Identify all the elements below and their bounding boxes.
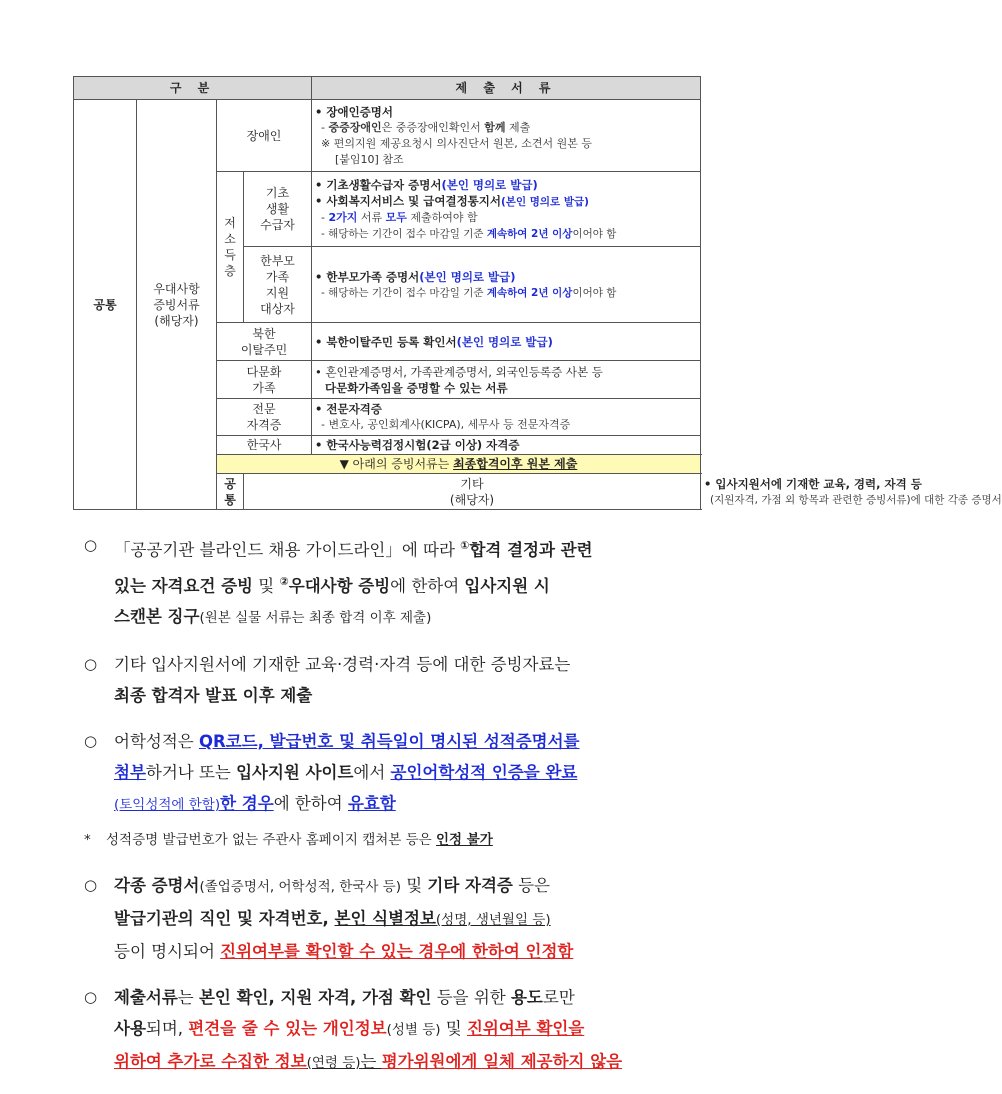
row-label-single-parent: 한부모 가족 지원 대상자 (244, 247, 312, 323)
docs-professional: • 전문자격증 - 변호사, 공인회계사(KICPA), 세무사 등 전문자격증 (312, 399, 701, 436)
docs-single-parent: • 한부모가족 증명서(본인 명의로 발급) - 해당하는 기간이 접수 마감일 기준 계속하여 2년 이상이어야 함 (312, 247, 701, 323)
docs-defector: • 북한이탈주민 등록 확인서(본인 명의로 발급) (312, 323, 701, 361)
docs-disabled: • 장애인증명서 - 중증장애인은 중증장애인확인서 함께 제출 ※ 편의지원 제공요청시 의사진단서 원본, 소견서 원본 등 [붙임10] 참조 (312, 100, 701, 172)
row-label-defector: 북한 이탈주민 (217, 323, 312, 361)
category-common-other: 공통 (217, 474, 244, 510)
docs-korean-history: • 한국사능력검정시험(2급 이상) 자격증 (312, 436, 701, 455)
notice-row: ▼ 아래의 증빙서류는 최종합격이후 원본 제출 (217, 455, 701, 474)
guideline-note: * 성적증명 발급번호가 없는 주관사 홈페이지 캡쳐본 등은 인정 불가 (84, 825, 704, 856)
row-label-korean-history: 한국사 (217, 436, 312, 455)
row-label-other: 기타 (해당자) (244, 474, 701, 510)
guideline-2: ○ 기타 입사지원서에 기재한 교육·경력·자격 등에 대한 증빙자료는 최종 합격자 발표 이후 제출 (84, 649, 704, 711)
row-label-basic-livelihood: 기초 생활 수급자 (244, 172, 312, 247)
guideline-1: ○ 「공공기관 블라인드 채용 가이드라인」에 따라 ①합격 결정과 관련 있는 자격요건 증빙 및 ②우대사항 증빙에 한하여 입사지원 시 스캔본 징구(원본 실물 서류는 최종 합격 이후 제출) (84, 530, 704, 634)
circle-bullet-icon: ○ (84, 536, 98, 554)
guideline-3: ○ 어학성적은 QR코드, 발급번호 및 취득일이 명시된 성적증명서를 첨부하거나 또는 입사지원 사이트에서 공인어학성적 인증을 완료 (토익성적에 한함)한 경우에 한하여 유효함 (84, 726, 704, 821)
docs-basic-livelihood: • 기초생활수급자 증명서(본인 명의로 발급) • 사회복지서비스 및 급여결정통지서(본인 명의로 발급) - 2가지 서류 모두 제출하여야 함 - 해당하는 기간이 접수 마감일 기준 계속하여 2년 이상이어야 함 (312, 172, 701, 247)
docs-multicultural: • 혼인관계증명서, 가족관계증명서, 외국인등록증 사본 등 다문화가족임을 증명할 수 있는 서류 (312, 361, 701, 399)
guideline-4: ○ 각종 증명서(졸업증명서, 어학성적, 한국사 등) 및 기타 자격증 등은 발급기관의 직인 및 자격번호, 본인 식별정보(성명, 생년월일 등) 등이 명시되어 진위여부를 확인할 수 있는 경우에 한하여 인정함 (84, 870, 704, 967)
circle-bullet-icon: ○ (84, 732, 98, 750)
category-common: 공통 (74, 100, 137, 510)
circle-bullet-icon: ○ (84, 655, 98, 673)
guideline-5: ○ 제출서류는 본인 확인, 지원 자격, 가점 확인 등을 위한 용도로만 사용되며, 편견을 줄 수 있는 개인정보(성별 등) 및 진위여부 확인을 위하여 추가로 수집한 정보(연령 등)는 평가위원에게 일체 제공하지 않음 (84, 982, 704, 1079)
circle-bullet-icon: ○ (84, 876, 98, 894)
header-category: 구 분 (74, 77, 312, 100)
circle-bullet-icon: ○ (84, 988, 98, 1006)
category-priority: 우대사항 증빙서류 (해당자) (137, 100, 217, 510)
asterisk-icon: * (84, 832, 91, 848)
header-documents: 제 출 서 류 (312, 77, 701, 100)
guidelines (84, 530, 704, 1094)
row-label-multicultural: 다문화 가족 (217, 361, 312, 399)
row-label-disabled: 장애인 (217, 100, 312, 172)
documents-table: 구 분 제 출 서 류 공통 우대사항 증빙서류 (해당자) 장애인 • 장애인증명서 - 중증장애인은 중증장애인확인서 함께 제출 ※ 편의지원 제공요청시 의사진단서 원본, 소견서 원본 등 [붙임10] 참조 저 소 득 층 기초 생활 수급자 • 기초생활수급자 증명서(본인 명의로 발급) • 사회복지서비스 및 급여결정통지서(본인 명의로 발급) - 2가지 서류 모두 제출하여야 함 - 해당하는 기간이 접수 마감일 기준 계속하여 2년 이상이어야 함 한부모 가족 지원 대상자 • 한부모가족 증명서(본인 명의로 발급) - 해당하는 기간이 접수 마감일 기준 계속하여 2년 이상이어야 함 북한 이탈주민 • 북한이탈주민 등록 확인서(본인 명의로 발급) 다문화 가족 • 혼인관계증명서, 가족관계증명서, 외국인등록증 사본 등 다문화가족임을 증명할 수 있는 서류 전문 자격증 • 전문자격증 - 변호사, 공인회계사(KICPA), 세무사 등 전문자격증 한국사 • 한국사능력검정시험(2급 이상) 자격증 ▼ 아래의 증빙서류는 최종합격이후 원본 제출 공통 기타 (해당자) 입사지원서에 기재한 교육, 경력, 자격 등 (지원자격, 가점 외 항목과 관련한 증빙서류)에 대한 각종 증명서 (73, 76, 701, 510)
group-low-income: 저 소 득 층 (217, 172, 244, 323)
row-label-professional: 전문 자격증 (217, 399, 312, 436)
